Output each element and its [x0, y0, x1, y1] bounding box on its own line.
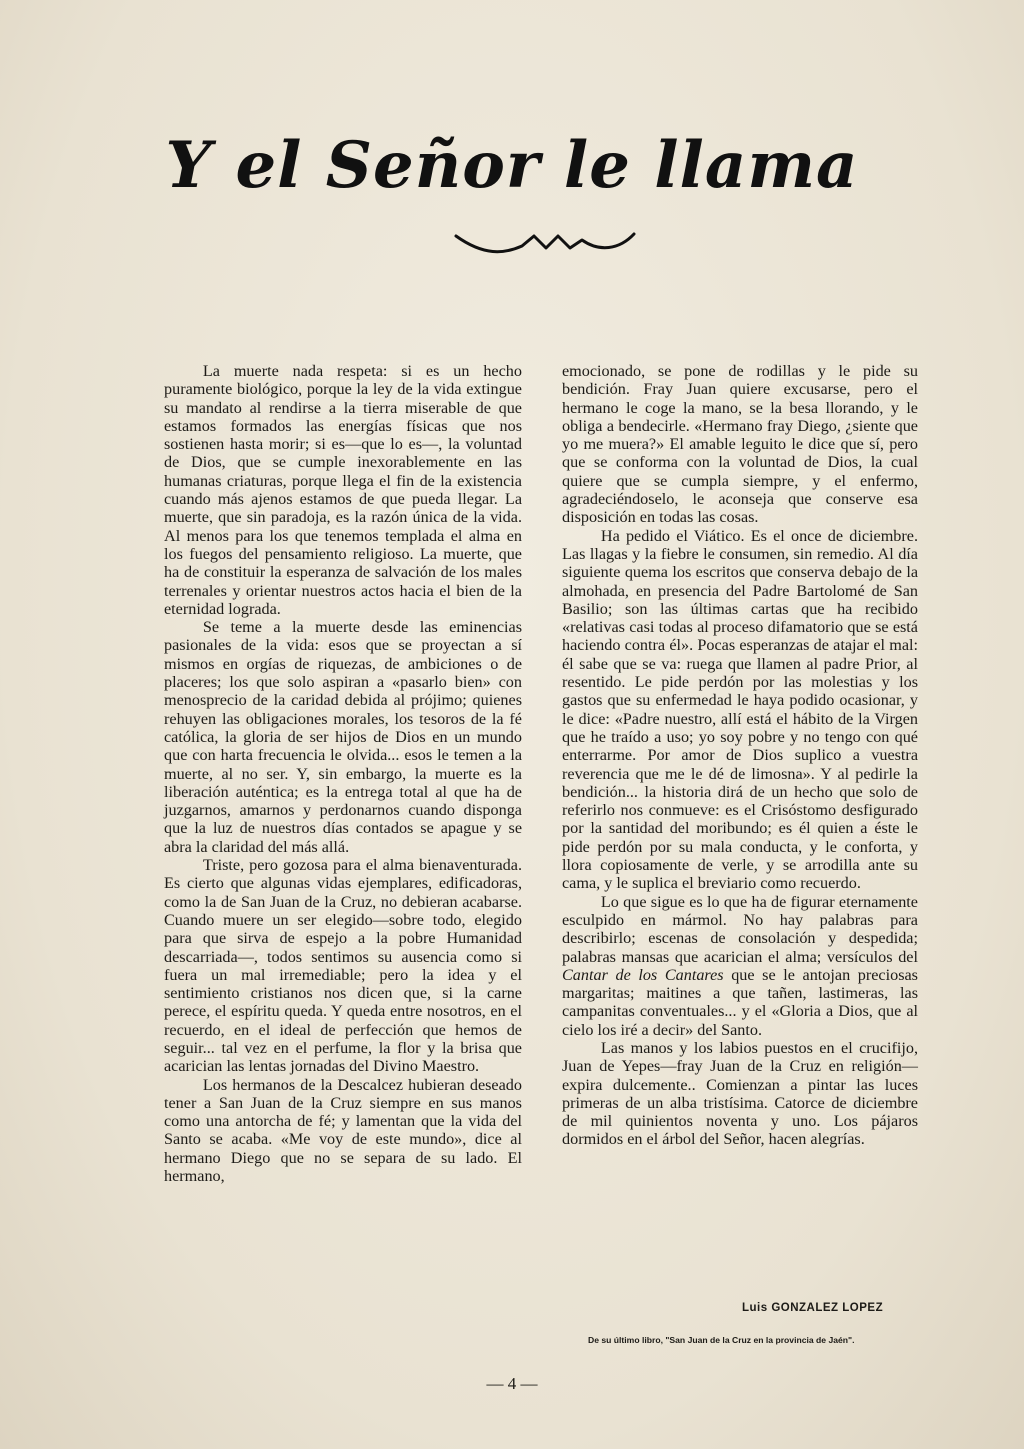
paragraph: Triste, pero gozosa para el alma bienaventurada. Es cierto que algunas vidas ejemplares, edificadoras, como la de San Juan de la Cruz, no debieran acabarse. Cuando muere un ser elegido—sobre todo, elegido para que sirva de espejo a la pobre Humanidad descarriada—, todos sentimos su ausencia como si fuera un mal irremediable; pero la idea y el sentimiento cristianos nos dicen que, si la carne perece, el espíritu queda. Y queda entre nosotros, en el recuerdo, en el ideal de perfección que hemos de seguir... tal vez en el perfume, la flor y la brisa que acarician las lentas jornadas del Divino Maestro.	[164, 856, 522, 1076]
paragraph: La muerte nada respeta: si es un hecho puramente biológico, porque la ley de la vida extingue su mandato al rendirse a la tierra miserable de que estamos formados las energías físicas que nos sostienen hasta morir; si es—que lo es—, la voluntad de Dios, que se cumple inexorablemente en las humanas criaturas, porque llega el fin de la existencia cuando más ajenos estamos de que pueda llegar. La muerte, que sin paradoja, es la razón única de la vida. Al menos para los que tenemos templada el alma en los fuegos del pensamiento religioso. La muerte, que ha de constituir la esperanza de salvación de los males terrenales y orientar nuestros actos hacia el bien de la eternidad lograda.	[164, 362, 522, 618]
paragraph: Los hermanos de la Descalcez hubieran deseado tener a San Juan de la Cruz siempre en sus manos como una antorcha de fé; y lamentan que la vida del Santo se acaba. «Me voy de este mundo», dice al hermano Diego que no se separa de su lado. El hermano,	[164, 1075, 522, 1186]
page-number: — 4 —	[486, 1374, 538, 1393]
paragraph: Las manos y los labios puestos en el crucifijo, Juan de Yepes—fray Juan de la Cruz en religión—expira dulcemente.. Comienzan a pintar las luces primeras de un alba tristísima. Catorce de diciembre de mil quinientos noventa y uno. Los pájaros dormidos en el árbol del Señor, hacen alegrías.	[562, 1038, 918, 1149]
paragraph: Se teme a la muerte desde las eminencias pasionales de la vida: esos que se proyectan a sí mismos en orgías de riquezas, de ambiciones o de placeres; los que solo aspiran a «pasarlo bien» con menosprecio de la caridad debida al prójimo; quienes rehuyen las obligaciones morales, los tesoros de la fé católica, la gloria de ser hijos de Dios en un mundo que con harta frecuencia le olvida... esos le temen a la muerte, al no ser. Y, sin embargo, la muerte es la liberación auténtica; es la entrega total al que ha de juzgarnos, amarnos y perdonarnos cuando disponga que la luz de nuestros días contados se apague y se abra la claridad del más allá.	[164, 618, 522, 856]
decorative-ornament	[454, 226, 636, 262]
paragraph-text: Lo que sigue es lo que ha de figurar eternamente esculpido en mármol. No hay palabras para describirlo; escenas de consolación y despedida; palabras mansas que acarician el alma; versículos del	[562, 892, 918, 966]
paragraph	[562, 893, 918, 1039]
author-signature: Luis GONZALEZ LOPEZ	[742, 1302, 884, 1314]
paragraph: emocionado, se pone de rodillas y le pide su bendición. Fray Juan quiere excusarse, pero el hermano le coge la mano, se la besa llorando, y le obliga a bendecirle. «Hermano fray Diego, ¿siente que yo me muera?» El amable leguito le dice que sí, pero que se conforma con la voluntad de Dios, la cual quiere que se cumpla siempre, y el enfermo, agradeciéndoselo, le aconseja que conserve esa disposición en todas las cosas.	[562, 362, 918, 527]
right-column	[562, 362, 918, 1149]
left-column	[164, 362, 522, 1185]
article-title: Y el Señor le llama	[165, 128, 859, 203]
source-footnote: De su último libro, "San Juan de la Cruz en la provincia de Jaén".	[588, 1335, 855, 1345]
paragraph-text: que se le antojan preciosas margaritas; maitines a que tañen, lastimeras, las campanitas conventuales... y el «Gloria a Dios, que al cielo los iré a decir» del Santo.	[562, 965, 918, 1039]
paragraph: Ha pedido el Viático. Es el once de diciembre. Las llagas y la fiebre le consumen, sin remedio. Al día siguiente quema los escritos que conserva debajo de la almohada, en presencia del Padre Bartolomé de San Basilio; son las últimas cartas que ha recibido «relativas casi todas al proceso difamatorio que se está haciendo contra él». Pocas esperanzas de atajar el mal: él sabe que se va: ruega que llamen al padre Prior, al resentido. Le pide perdón por las molestias y los gastos que su enfermedad le haya podido ocasionar, y le dice: «Padre nuestro, allí está el hábito de la Virgen que he traído a uso; yo soy pobre y no tengo con qué enterrarme. Por amor de Dios suplico a vuestra reverencia que me le dé de limosna». Y al pedirle la bendición... la historia dirá de un hecho que solo de referirlo nos conmueve: es el Crisóstomo desfigurado por la santidad del moribundo; es él quien a éste le pide perdón por su mala conducta, y le conforta, y llora copiosamente de verle, y se arrodilla ante su cama, y le suplica el breviario como recuerdo.	[562, 526, 918, 893]
book-title-italic: Cantar de los Cantares	[562, 965, 724, 984]
